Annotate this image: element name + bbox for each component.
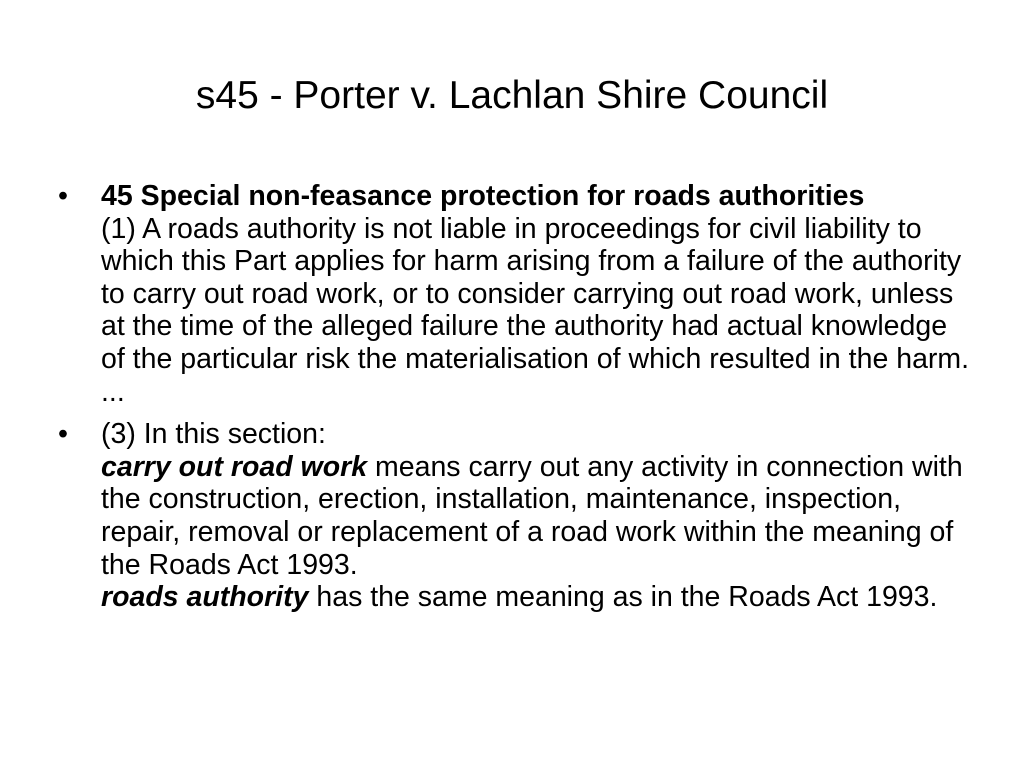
subsection-3-intro: (3) In this section: — [101, 418, 326, 451]
definition-carry-out-road-work — [101, 451, 976, 581]
section-heading: 45 Special non-feasance protection for roads authorities — [101, 180, 865, 212]
definition-text-carry-out-road-work: means carry out any activity in connection with the construction, erection, installation, maintenance, inspection, repair, removal or replacement of a road work within the meaning of the Roads Act 1993. — [101, 450, 963, 581]
defined-term-roads-authority: roads authority — [101, 581, 309, 614]
slide-title: s45 - Porter v. Lachlan Shire Council — [195, 74, 829, 117]
bullet-item-definitions — [56, 418, 976, 614]
bullet-icon: • — [58, 418, 68, 451]
bullet-item-section-45 — [56, 180, 976, 408]
definition-text-roads-authority: has the same meaning as in the Roads Act 1993. — [308, 581, 938, 614]
subsection-1-text: (1) A roads authority is not liable in proceedings for civil liability to which this Part applies for harm arising from a failure of the authority to carry out road work, or to consider carrying out road work, unless at the time of the alleged failure the authority had actual knowledge of the particular risk the materialisation of which resulted in the harm. — [101, 212, 970, 375]
defined-term-carry-out-road-work: carry out road work — [101, 450, 368, 483]
bullet-list — [56, 180, 976, 614]
ellipsis-text: ... — [101, 375, 125, 408]
definition-roads-authority — [101, 581, 976, 614]
bullet-icon: • — [58, 180, 68, 212]
